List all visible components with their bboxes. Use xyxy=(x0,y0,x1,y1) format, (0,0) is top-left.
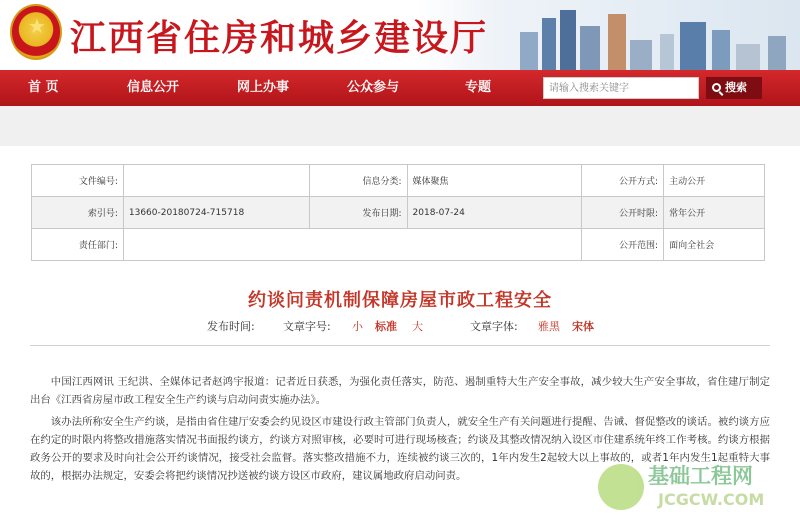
search-button-label: 搜索 xyxy=(725,81,747,94)
dept-value xyxy=(123,229,581,261)
font-size-label: 文章字号: xyxy=(283,320,331,333)
font-face-song[interactable]: 宋体 xyxy=(572,320,594,333)
font-face-yahei[interactable]: 雅黑 xyxy=(538,320,560,333)
watermark-url: JCGCW.COM xyxy=(658,490,765,509)
font-face-label: 文章字体: xyxy=(470,320,518,333)
article-paragraph: 该办法所称安全生产约谈，是指由省住建厅安委会约见设区市建设行政主管部门负责人，就安全生产有关问题进行提醒、告诫、督促整改的谈话。被约谈方应在约定的时限内将整改措施落实情况书面报约谈方，约谈方对照审核，必要时可进行现场核查；约谈及其整改情况纳入设区市住建系统年终工作考核。约谈方根据政务公开的要求及时向社会公开约谈情况，接受社会监督。落实整改措施不力，连续被约谈三次的，1年内发生2起较大以上事故的，或者1年内发生1起重特大事故的，根据办法规定，安委会将把约谈情况抄送被约谈方设区市政府，建议属地政府启动问责。 xyxy=(30,416,770,482)
nav-spacer xyxy=(0,106,800,146)
nav-online-services[interactable]: 网上办事 xyxy=(237,80,290,95)
article-paragraph: 中国江西网讯 王纪洪、全媒体记者赵鸿宇报道：记者近日获悉，为强化责任落实，防范、遏制重特大生产安全事故，减少较大生产安全事故，省住建厅制定出台《江西省房屋市政工程安全生产约谈与启动问责实施办法》。 xyxy=(30,376,770,406)
index-label: 索引号: xyxy=(32,197,124,229)
article-title: 约谈问责机制保障房屋市政工程安全 xyxy=(248,290,552,311)
scope-value: 面向全社会 xyxy=(664,229,765,261)
date-value: 2018-07-24 xyxy=(407,197,582,229)
font-size-large[interactable]: 大 xyxy=(412,320,423,333)
period-label: 公开时限: xyxy=(582,197,664,229)
publish-time-label: 发布时间: xyxy=(207,320,255,333)
index-value: 13660-20180724-715718 xyxy=(123,197,309,229)
watermark-text: 基础工程网 xyxy=(648,464,753,488)
nav-info-disclosure[interactable]: 信息公开 xyxy=(127,80,180,95)
category-label: 信息分类: xyxy=(309,165,407,197)
file-no-value xyxy=(123,165,309,197)
period-value: 常年公开 xyxy=(664,197,765,229)
nav-topics[interactable]: 专题 xyxy=(465,80,492,95)
disclosure-method-label: 公开方式: xyxy=(582,165,664,197)
site-title: 江西省住房和城乡建设厅 xyxy=(70,17,489,59)
watermark-logo-icon xyxy=(598,464,644,510)
file-no-label: 文件编号: xyxy=(32,165,124,197)
scope-label: 公开范围: xyxy=(582,229,664,261)
dept-label: 责任部门: xyxy=(32,229,124,261)
document-meta-table xyxy=(31,164,765,261)
nav-home[interactable]: 首 页 xyxy=(28,80,59,95)
city-skyline-image xyxy=(480,0,800,70)
national-emblem-icon: ★ xyxy=(10,4,62,60)
search-button[interactable] xyxy=(706,77,762,99)
divider xyxy=(30,345,770,346)
font-size-standard[interactable]: 标准 xyxy=(375,320,397,333)
date-label: 发布日期: xyxy=(309,197,407,229)
font-size-small[interactable]: 小 xyxy=(352,320,363,333)
header-banner xyxy=(0,0,800,70)
watermark xyxy=(598,460,798,518)
category-value: 媒体聚焦 xyxy=(407,165,582,197)
search-icon xyxy=(712,83,721,92)
nav-public-participation[interactable]: 公众参与 xyxy=(347,80,400,95)
disclosure-method-value: 主动公开 xyxy=(664,165,765,197)
search-input[interactable] xyxy=(543,77,699,99)
